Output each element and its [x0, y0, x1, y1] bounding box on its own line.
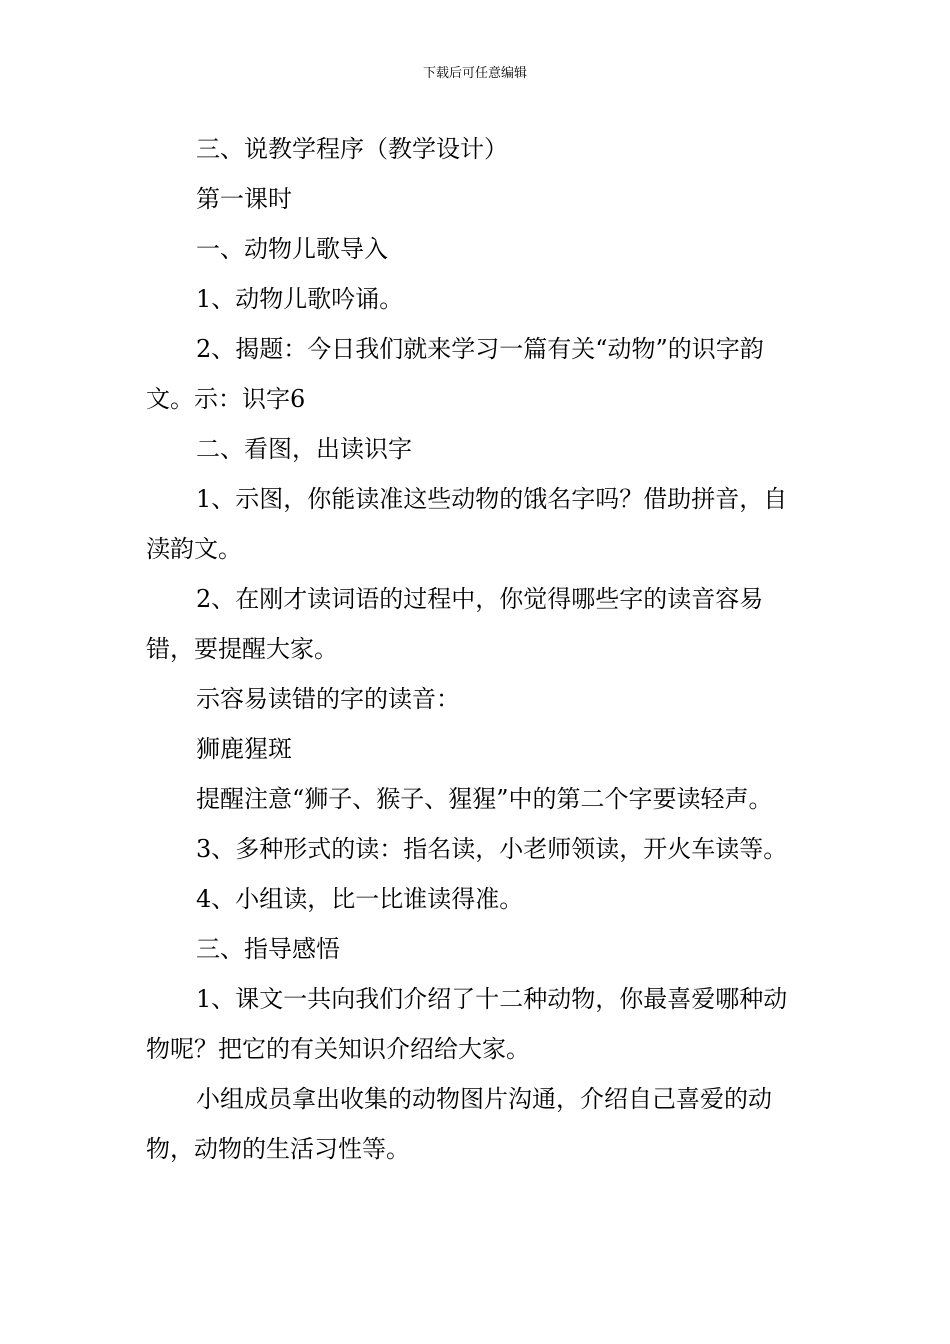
document-body: [146, 124, 810, 1174]
paragraph: 示容易读错的字的读音：: [196, 685, 460, 713]
paragraph: 1、示图，你能读准这些动物的饿名字吗？借助拼音，自渎韵文。: [146, 485, 788, 563]
paragraph: 1、动物儿歌吟诵。: [196, 285, 404, 313]
section-heading: 三、说教学程序（教学设计）: [196, 135, 508, 163]
paragraph: 小组成员拿出收集的动物图片沟通，介绍自己喜爱的动物，动物的生活习性等。: [146, 1085, 772, 1163]
step-heading: 三、指导感悟: [196, 935, 340, 963]
lesson-label: 第一课时: [196, 185, 292, 213]
step-heading: 二、看图，出读识字: [196, 435, 412, 463]
paragraph: 4、小组读，比一比谁读得准。: [196, 885, 524, 913]
paragraph: 2、在刚才读词语的过程中，你觉得哪些字的读音容易错，要提醒大家。: [146, 585, 764, 663]
paragraph: 3、多种形式的读：指名读，小老师领读，开火车读等。: [196, 835, 788, 863]
step-heading: 一、动物儿歌导入: [196, 235, 388, 263]
paragraph: 提醒注意“狮子、猴子、猩猩”中的第二个字要读轻声。: [196, 785, 773, 813]
character-list: 狮鹿猩斑: [196, 735, 292, 763]
paragraph: 1、课文一共向我们介绍了十二种动物，你最喜爱哪种动物呢？把它的有关知识介绍给大家。: [146, 985, 788, 1063]
paragraph: 2、揭题：今日我们就来学习一篇有关“动物”的识字韵文。示：识字6: [146, 335, 764, 413]
page-header: 下载后可任意编辑: [422, 66, 527, 81]
